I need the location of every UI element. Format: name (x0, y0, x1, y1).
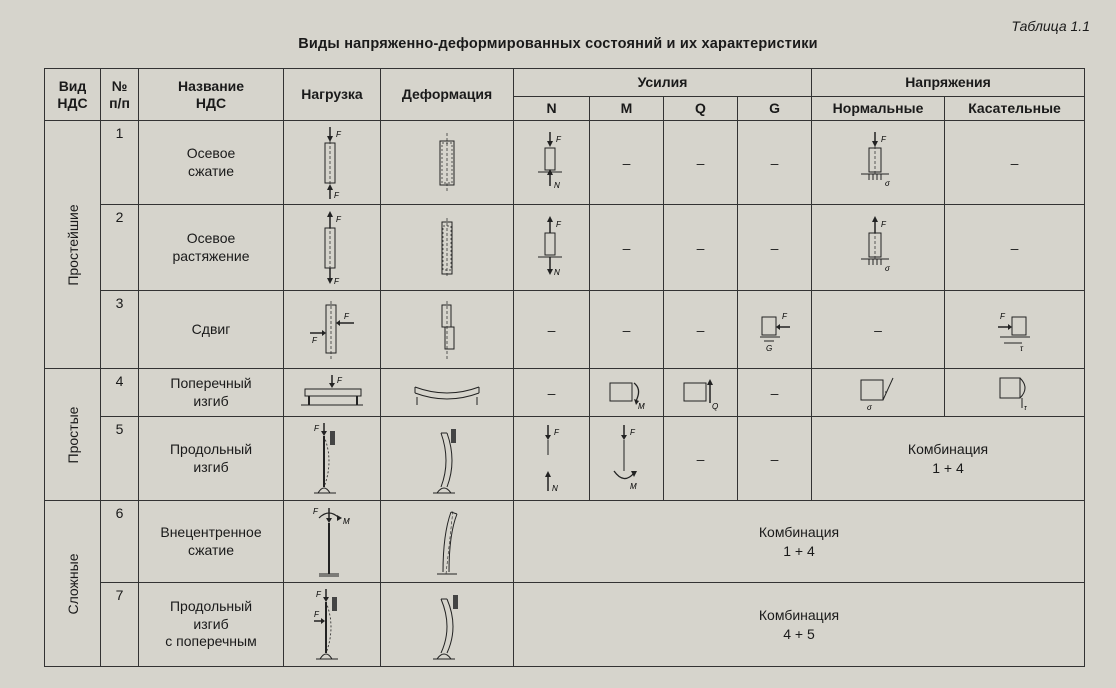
cell-dash: – (738, 205, 812, 291)
force-m-diagram-4 (590, 369, 664, 417)
f-label: F (336, 214, 341, 224)
sigma-label: σ (885, 263, 890, 273)
deformation-diagram-compression (381, 121, 514, 205)
table-row (45, 121, 1085, 205)
f-label: F (553, 427, 559, 437)
f-label: F (629, 427, 635, 437)
force-q-diagram-4 (664, 369, 738, 417)
m-label: M (629, 481, 637, 491)
table-row (45, 291, 1085, 369)
f-label: F (312, 335, 317, 345)
row-name: Поперечный изгиб (139, 369, 284, 417)
row-number: 6 (101, 501, 139, 583)
normal-stress-diagram-2 (812, 205, 945, 291)
normal-stress-diagram-4 (812, 369, 945, 417)
header-forces: Усилия (514, 69, 812, 97)
force-n-diagram-2 (514, 205, 590, 291)
load-diagram-compression (284, 121, 381, 205)
table-number: Таблица 1.1 (1011, 18, 1090, 34)
tau-label: τ (1023, 404, 1027, 412)
m-label: M (343, 516, 350, 526)
table-title: Виды напряженно-деформированных состояний и их характеристики (298, 36, 818, 52)
header-deformation: Деформация (381, 69, 514, 121)
row-number: 7 (101, 583, 139, 667)
load-diagram-eccentric-compression (284, 501, 381, 583)
f-label: F (314, 609, 319, 619)
row-number: 4 (101, 369, 139, 417)
combination-cell: Комбинация 4 + 5 (514, 583, 1085, 667)
deformation-diagram-shear (381, 291, 514, 369)
f-label: F (337, 375, 342, 385)
header-kind: Вид НДС (45, 69, 101, 121)
cell-dash: – (514, 291, 590, 369)
cell-dash: – (945, 121, 1085, 205)
f-label: F (334, 276, 339, 286)
cell-dash: – (738, 121, 812, 205)
cell-dash: – (738, 417, 812, 501)
f-label: F (999, 311, 1005, 321)
header-number: № п/п (101, 69, 139, 121)
row-name: Осевое сжатие (139, 121, 284, 205)
deformation-diagram-tension (381, 205, 514, 291)
row-name: Осевое растяжение (139, 205, 284, 291)
force-g-diagram (738, 291, 812, 369)
tau-label: τ (1019, 343, 1023, 353)
shear-stress-diagram-4 (945, 369, 1085, 417)
load-diagram-transverse-bending (284, 369, 381, 417)
deformation-diagram-transverse-bending (381, 369, 514, 417)
f-label: F (314, 423, 319, 433)
row-number: 1 (101, 121, 139, 205)
m-label: M (637, 401, 645, 411)
cell-dash: – (664, 205, 738, 291)
group-simple: Простые (45, 369, 101, 501)
table-row (45, 205, 1085, 291)
row-name: Внецентренное сжатие (139, 501, 284, 583)
force-n-diagram-5 (514, 417, 590, 501)
cell-dash: – (590, 121, 664, 205)
normal-stress-diagram-1 (812, 121, 945, 205)
combination-cell: Комбинация 1 + 4 (514, 501, 1085, 583)
n-label: N (551, 483, 558, 493)
f-label: F (555, 219, 561, 229)
cell-dash: – (590, 205, 664, 291)
f-label: F (881, 134, 886, 144)
row-name: Сдвиг (139, 291, 284, 369)
row-name: Продольный изгиб (139, 417, 284, 501)
deformation-diagram-combined-bending (381, 583, 514, 667)
load-diagram-shear (284, 291, 381, 369)
combination-cell: Комбинация 1 + 4 (812, 417, 1085, 501)
sigma-label: σ (885, 178, 890, 188)
force-n-diagram-1 (514, 121, 590, 205)
g-label: G (765, 343, 772, 353)
row-number: 3 (101, 291, 139, 369)
force-m-diagram-5 (590, 417, 664, 501)
group-complex: Сложные (45, 501, 101, 667)
row-number: 5 (101, 417, 139, 501)
cell-dash: – (664, 291, 738, 369)
n-label: N (553, 267, 560, 277)
header-force-n: N (514, 97, 590, 121)
header-force-m: M (590, 97, 664, 121)
f-label: F (334, 190, 339, 200)
cell-dash: – (664, 417, 738, 501)
header-stress-shear: Касательные (945, 97, 1085, 121)
sigma-label: σ (867, 402, 872, 412)
header-stresses: Напряжения (812, 69, 1085, 97)
header-stress-normal: Нормальные (812, 97, 945, 121)
f-label: F (781, 311, 787, 321)
f-label: F (555, 134, 561, 144)
table-row (45, 417, 1085, 501)
cell-dash: – (664, 121, 738, 205)
deformation-diagram-longitudinal-bending (381, 417, 514, 501)
load-diagram-tension (284, 205, 381, 291)
table-row (45, 369, 1085, 417)
cell-dash: – (945, 205, 1085, 291)
header-load: Нагрузка (284, 69, 381, 121)
f-label: F (336, 129, 341, 139)
header-force-q: Q (664, 97, 738, 121)
f-label: F (316, 589, 321, 599)
cell-dash: – (590, 291, 664, 369)
n-label: N (553, 180, 560, 190)
group-simplest: Простейшие (45, 121, 101, 369)
cell-dash: – (738, 369, 812, 417)
header-force-g: G (738, 97, 812, 121)
q-label: Q (711, 401, 718, 411)
cell-dash: – (514, 369, 590, 417)
f-label: F (881, 219, 886, 229)
shear-stress-diagram-3 (945, 291, 1085, 369)
cell-dash: – (812, 291, 945, 369)
deformation-diagram-eccentric-compression (381, 501, 514, 583)
row-number: 2 (101, 205, 139, 291)
table-row (45, 501, 1085, 583)
stress-state-table (44, 68, 1085, 667)
f-label: F (344, 311, 349, 321)
load-diagram-combined-bending (284, 583, 381, 667)
load-diagram-longitudinal-bending (284, 417, 381, 501)
row-name: Продольный изгиб с поперечным (139, 583, 284, 667)
f-label: F (313, 506, 318, 516)
header-name: Название НДС (139, 69, 284, 121)
table-row (45, 583, 1085, 667)
